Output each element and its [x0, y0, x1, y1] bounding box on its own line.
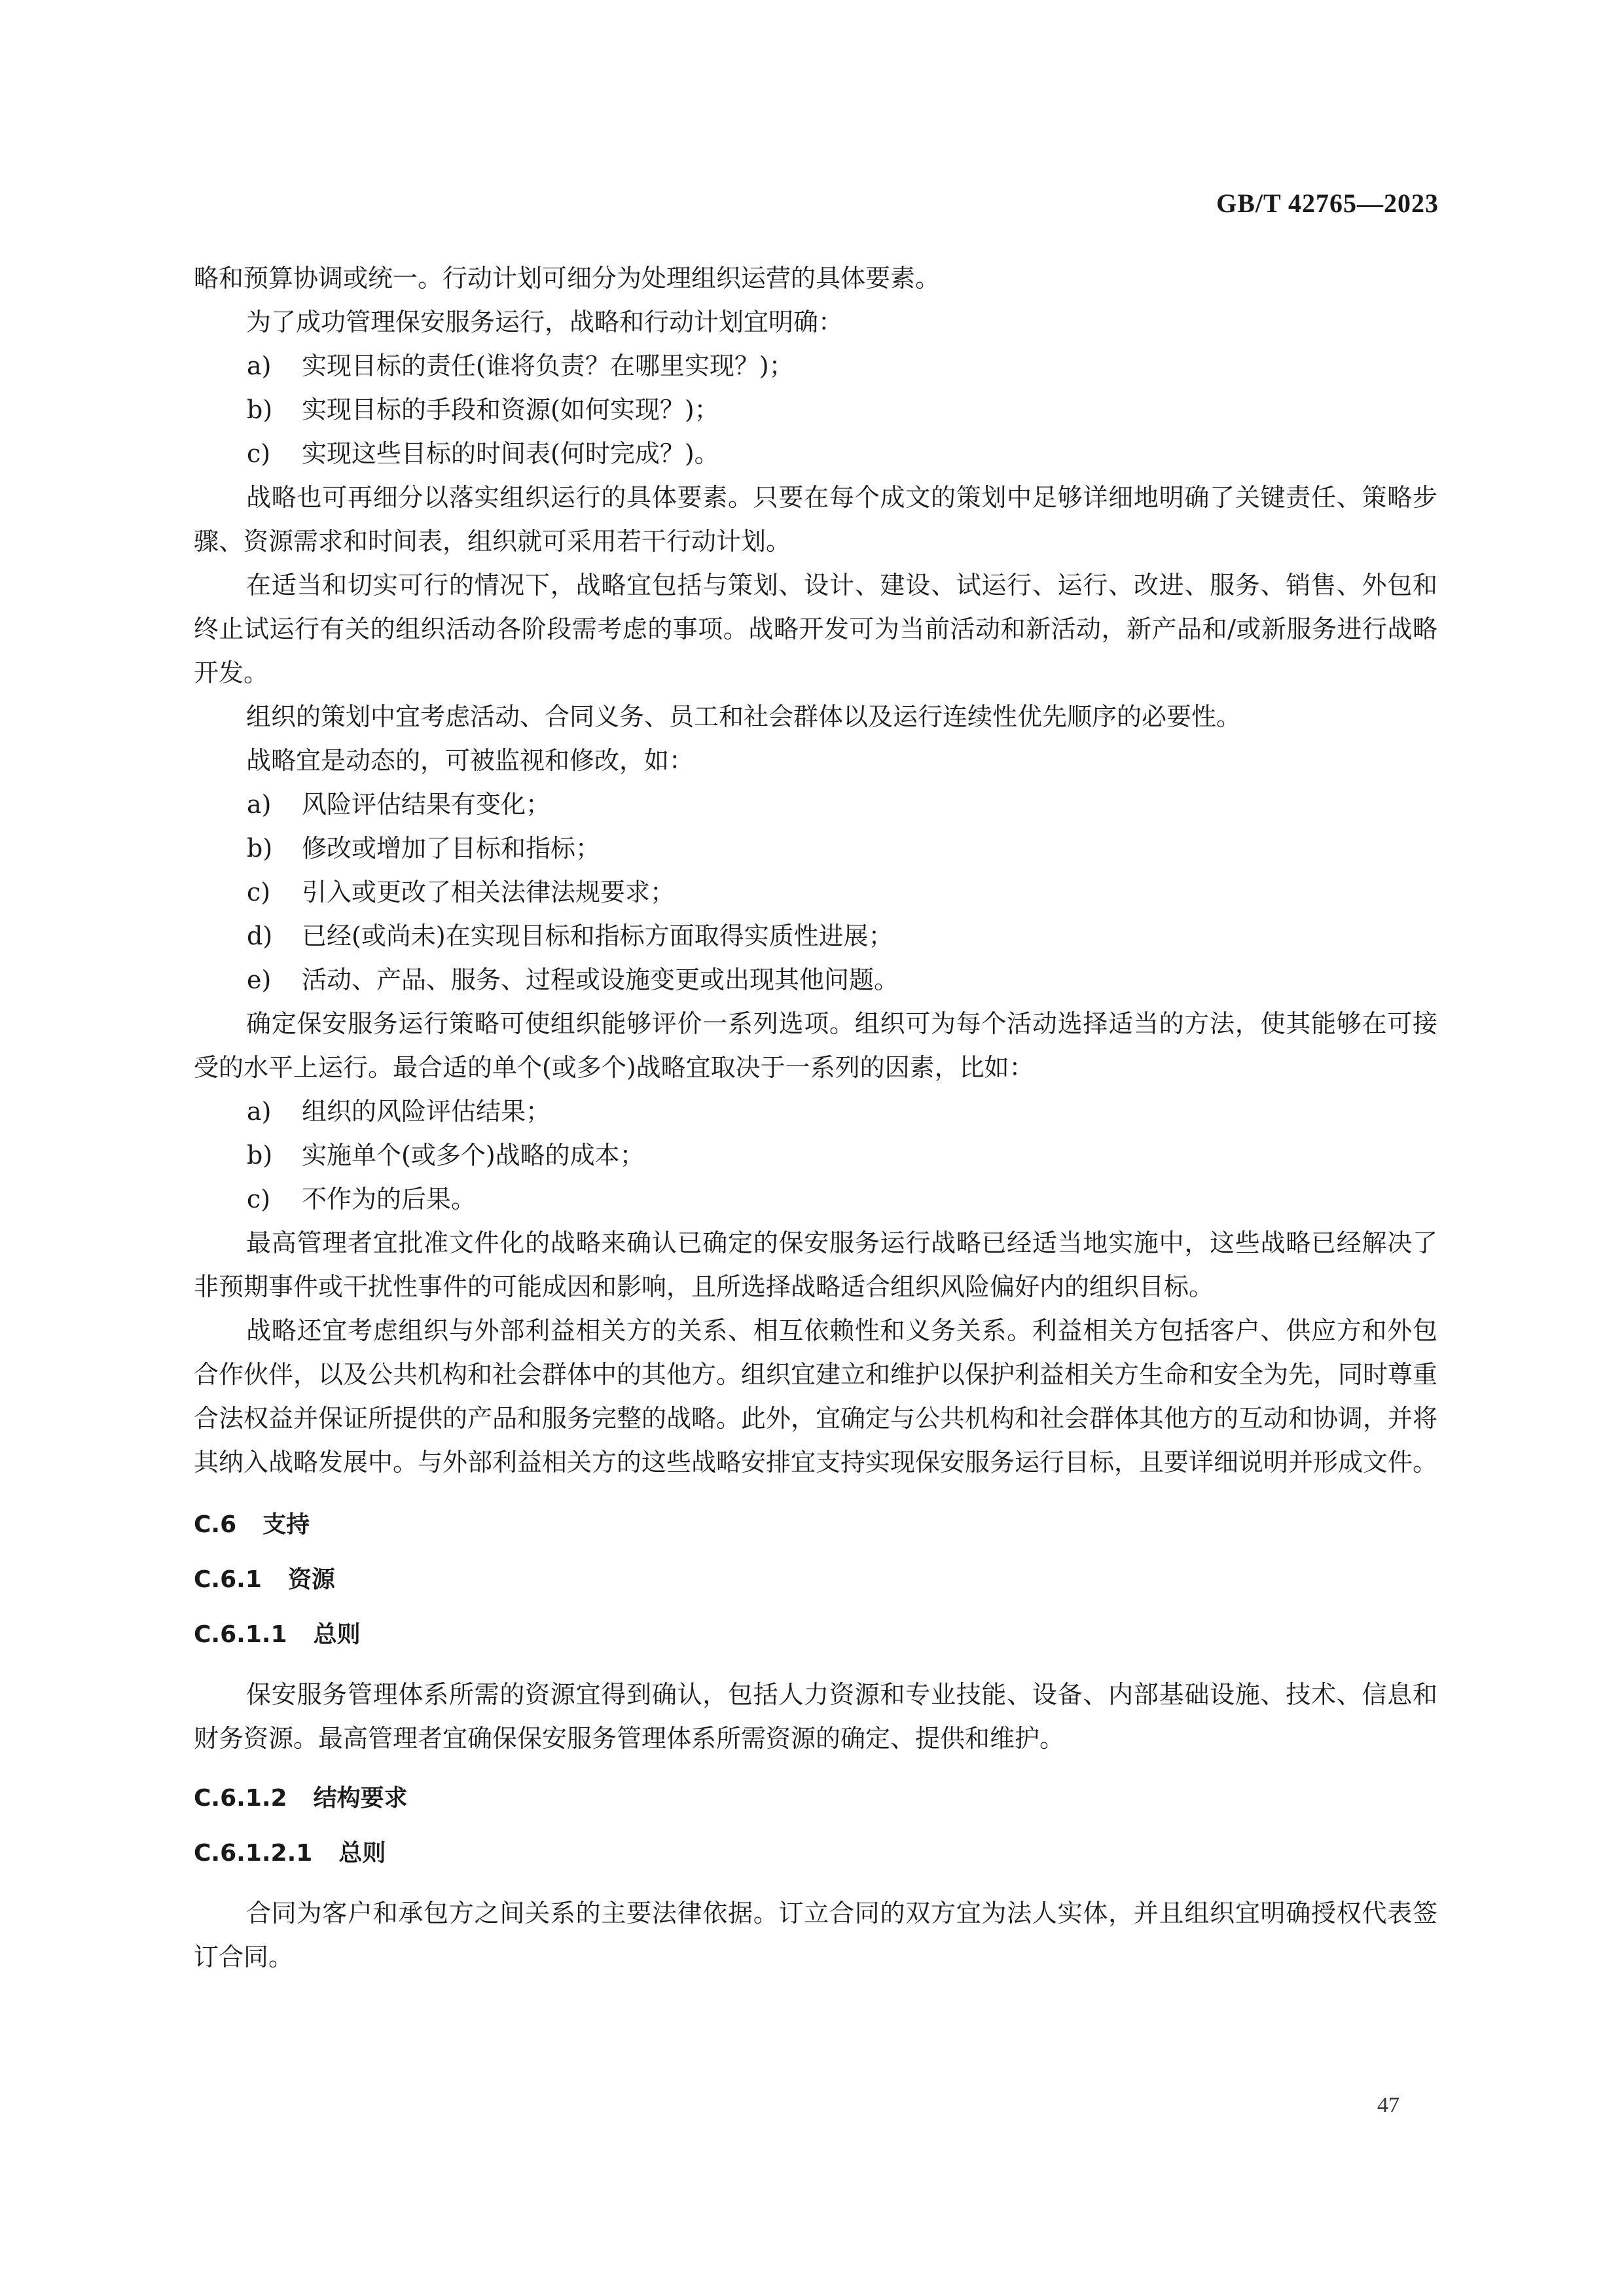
paragraph: 为了成功管理保安服务运行，战略和行动计划宜明确：: [246, 308, 844, 336]
list-text: 修改或增加了目标和指标；: [302, 834, 601, 863]
list-text: 引入或更改了相关法律法规要求；: [302, 878, 676, 906]
list-text: 实现这些目标的时间表(何时完成？)。: [302, 439, 719, 468]
paragraph: 略和预算协调或统一。行动计划可细分为处理组织运营的具体要素。: [194, 264, 941, 293]
list-label: c): [247, 1185, 271, 1213]
list-text: 实施单个(或多个)战略的成本；: [302, 1141, 645, 1170]
list-label: a): [247, 790, 272, 819]
section-title: 资源: [287, 1566, 335, 1593]
list-label: e): [247, 965, 272, 994]
list-label: c): [247, 439, 271, 468]
list-label: a): [247, 351, 272, 380]
list-text: 组织的风险评估结果；: [302, 1097, 551, 1126]
list-label: b): [247, 1141, 273, 1170]
paragraph: 最高管理者宜批准文件化的战略来确认已确定的保安服务运行战略已经适当地实施中，这些战略已经解决了非预期事件或干扰性事件的可能成因和影响，且所选择战略适合组织风险偏好内的组织目标。: [194, 1229, 1437, 1301]
section-heading-c612: [194, 1785, 1437, 1812]
section-heading-c61: [194, 1567, 1437, 1593]
list-text: 实现目标的手段和资源(如何实现？)；: [302, 395, 719, 424]
list-item: [194, 1177, 1437, 1221]
section-title: 结构要求: [313, 1785, 408, 1812]
section-title: 支持: [262, 1511, 310, 1538]
section-heading-c6: [194, 1512, 1437, 1538]
list-item: [194, 344, 1437, 388]
paragraph: 在适当和切实可行的情况下，战略宜包括与策划、设计、建设、试运行、运行、改进、服务、销售、外包和终止试运行有关的组织活动各阶段需考虑的事项。战略开发可为当前活动和新活动，新产品和/或新服务进行战略开发。: [194, 571, 1437, 687]
list-item: [194, 432, 1437, 476]
paragraph: 战略也可再细分以落实组织运行的具体要素。只要在每个成文的策划中足够详细地明确了关键责任、策略步骤、资源需求和时间表，组织就可采用若干行动计划。: [194, 483, 1437, 556]
list-item: [194, 783, 1437, 827]
list-label: a): [247, 1097, 272, 1126]
section-number: C.6.1.2: [194, 1785, 287, 1812]
paragraph: 确定保安服务运行策略可使组织能够评价一系列选项。组织可为每个活动选择适当的方法，使其能够在可接受的水平上运行。最合适的单个(或多个)战略宜取决于一系列的因素，比如：: [194, 1009, 1437, 1082]
section-heading-c611: [194, 1622, 1437, 1648]
list-item: [194, 827, 1437, 870]
page-number: 47: [1377, 2093, 1399, 2117]
document-body: [194, 257, 1437, 1979]
section-number: C.6: [194, 1511, 237, 1538]
section-title: 总则: [338, 1840, 386, 1867]
list-text: 已经(或尚未)在实现目标和指标方面取得实质性进展；: [302, 922, 893, 950]
list-item: [194, 1134, 1437, 1177]
list-item: [194, 958, 1437, 1002]
section-title: 总则: [313, 1621, 361, 1648]
list-item: [194, 870, 1437, 914]
section-number: C.6.1: [194, 1566, 262, 1593]
list-label: b): [247, 834, 273, 863]
list-item: [194, 388, 1437, 432]
list-label: d): [247, 922, 273, 950]
section-number: C.6.1.1: [194, 1621, 287, 1648]
standard-code: GB/T 42765—2023: [1216, 188, 1439, 218]
section-heading-c6121: [194, 1840, 1437, 1867]
list-text: 不作为的后果。: [302, 1185, 477, 1213]
paragraph: 保安服务管理体系所需的资源宜得到确认，包括人力资源和专业技能、设备、内部基础设施、技术、信息和财务资源。最高管理者宜确保保安服务管理体系所需资源的确定、提供和维护。: [194, 1680, 1437, 1753]
list-item: [194, 914, 1437, 958]
list-label: b): [247, 395, 273, 424]
list-text: 实现目标的责任(谁将负责？在哪里实现？)；: [302, 351, 794, 380]
paragraph: 战略还宜考虑组织与外部利益相关方的关系、相互依赖性和义务关系。利益相关方包括客户、供应方和外包合作伙伴，以及公共机构和社会群体中的其他方。组织宜建立和维护以保护利益相关方生命和安全为先，同时尊重合法权益并保证所提供的产品和服务完整的战略。此外，宜确定与公共机构和社会群体其他方的互动和协调，并将其纳入战略发展中。与外部利益相关方的这些战略安排宜支持实现保安服务运行目标，且要详细说明并形成文件。: [194, 1316, 1438, 1477]
paragraph: 组织的策划中宜考虑活动、合同义务、员工和社会群体以及运行连续性优先顺序的必要性。: [246, 702, 1242, 731]
list-item: [194, 1090, 1437, 1134]
section-number: C.6.1.2.1: [194, 1840, 313, 1867]
paragraph: 战略宜是动态的，可被监视和修改，如：: [246, 746, 695, 775]
list-text: 活动、产品、服务、过程或设施变更或出现其他问题。: [302, 965, 899, 994]
list-label: c): [247, 878, 271, 906]
list-text: 风险评估结果有变化；: [302, 790, 551, 819]
paragraph: 合同为客户和承包方之间关系的主要法律依据。订立合同的双方宜为法人实体，并且组织宜明确授权代表签订合同。: [194, 1899, 1437, 1971]
